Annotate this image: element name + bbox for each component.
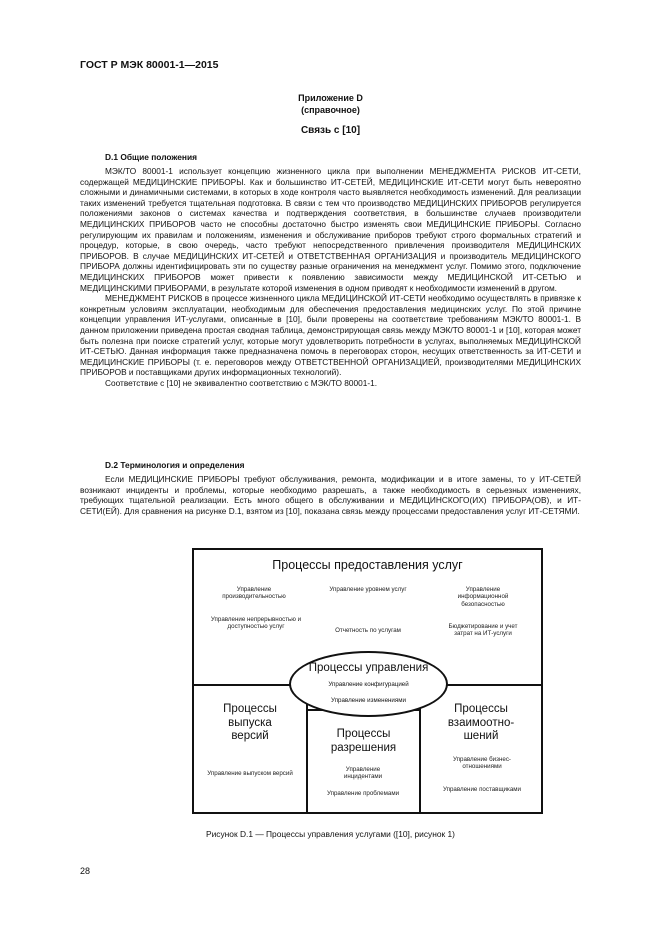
cell-continuity-management: Управление непрерывностью и доступностью услуг	[210, 616, 302, 631]
annex-title: Приложение D	[298, 93, 363, 103]
configuration-management: Управление конфигурацией	[328, 681, 409, 688]
service-management-diagram	[192, 548, 543, 814]
problem-management: Управление проблемами	[326, 790, 400, 797]
relationship-processes-title: Процессы взаимоотно- шений	[447, 703, 515, 742]
cell-service-reporting: Отчетность по услугам	[335, 627, 401, 634]
paragraph: Соответствие с [10] не эквивалентно соответствию с МЭК/ТО 80001-1.	[105, 377, 378, 388]
section-heading-terminology: D.2 Терминология и определения	[105, 460, 245, 470]
change-management: Управление изменениями	[331, 697, 406, 704]
paragraph: Если МЕДИЦИНСКИЕ ПРИБОРЫ требуют обслуживания, ремонта, модификации и в итоге замены, то у ИТ-СЕТЕЙ возникают инциденты и проблемы, которые необходимо разрешать, а также необходимость в серьезных изменениях, требующих тщательной реализации. Есть много общего в обслуживании и МЕДИЦИНСКОГО(ИХ) ПРИБОРА(ОВ), и ИТ-СЕТИ(ЕЙ). Для сравнения на рисунке D.1, взятом из [10], показана связь между процессами предоставления услуг ИТ-СЕТЯМИ.	[80, 474, 581, 516]
supplier-management: Управление поставщиками	[442, 786, 522, 793]
cell-budgeting-accounting: Бюджетирование и учет затрат на ИТ-услуги	[448, 623, 518, 638]
annex-name: Связь с [10]	[300, 125, 361, 136]
annex-subtitle: (справочное)	[301, 105, 360, 115]
incident-management: Управление инцидентами	[343, 766, 383, 781]
figure-caption: Рисунок D.1 — Процессы управления услугами ([10], рисунок 1)	[206, 829, 455, 839]
diagram-title: Процессы предоставления услуг	[272, 558, 463, 572]
business-relationship-management: Управление бизнес-отношениями	[453, 756, 511, 771]
section-heading-general: D.1 Общие положения	[105, 152, 198, 162]
page-number: 28	[80, 866, 91, 876]
paragraph: МЕНЕДЖМЕНТ РИСКОВ в процессе жизненного цикла МЕДИЦИНСКОЙ ИТ-СЕТИ необходимо осуществлять в привязке к конкретным условиям эксплуатации, необходимым для обеспечения предоставления медицинских услуг. По этой причине концепции управления ИТ-услугами, описанные в [10], были проверены на соответствие требованиям МЭК/ТО 80001-1. В данном приложении приведена простая сводная таблица, демонстрирующая связь между МЭК/ТО 80001-1 и [10], которая может быть полезна при поиске стратегий услуг, которые могут удовлетворить потребности в услугах, выполняемых МЕДИЦИНСКОЙ ИТ-СЕТЬЮ. Данная информация также предназначена помочь в переговорах сторон, несущих ответственность за ИТ-СЕТИ и МЕДИЦИНСКИЕ ПРИБОРЫ (т. е. переговоров между ОТВЕТСТВЕННОЙ ОРГАНИЗАЦИЕЙ, производителями МЕДИЦИНСКИХ ПРИБОРОВ и поставщиками других информационных технологий).	[80, 293, 581, 378]
section-body-terminology	[80, 474, 581, 516]
section-body-general	[80, 166, 581, 388]
cell-security-management: Управление информационной безопасностью	[457, 586, 509, 608]
document-number: ГОСТ Р МЭК 80001-1—2015	[80, 59, 219, 71]
resolution-processes-title: Процессы разрешения	[330, 728, 397, 754]
release-management: Управление выпуском версий	[207, 770, 293, 777]
release-processes-title: Процессы выпуска версий	[223, 703, 277, 742]
cell-capacity-management: Управление производительностью	[222, 586, 286, 601]
control-processes-title: Процессы управления	[308, 662, 429, 674]
cell-service-level-management: Управление уровнем услуг	[329, 586, 407, 593]
paragraph: МЭК/ТО 80001-1 использует концепцию жизненного цикла при выполнении МЕНЕДЖМЕНТА РИСКОВ ИТ-СЕТИ, содержащей МЕДИЦИНСКИЕ ПРИБОРЫ. Как и большинство ИТ-СЕТЕЙ, МЕДИЦИНСКИЕ ИТ-СЕТИ могут быть невероятно сложными и динамичными системами, в которых в ходе контроля часто выявляется необходимость изменений. Для реализации таких изменений требуется тщательная подготовка. В связи с тем что производство МЕДИЦИНСКИХ ПРИБОРОВ регулируется положениями законов о системах качества и подтверждения соответствия, в большинстве случаев производители МЕДИЦИНСКИХ ПРИБОРОВ часто не способны достаточно быстро изменять свои МЕДИЦИНСКИЕ ПРИБОРЫ. Согласно регулирующим их правилам и положениям, изменения и обслуживание приборов требуют строго формальных стратегий и процедур, которые, в свою очередь, часто требуют непосредственного привлечения производителя МЕДИЦИНСКИХ ПРИБОРОВ. В случае МЕДИЦИНСКИХ ИТ-СЕТЕЙ и ОТВЕТСТВЕННАЯ ОРГАНИЗАЦИЯ и производитель МЕДИЦИНСКОГО ПРИБОРА должны идентифицировать эти по существу разные ограничения на менеджмент услуг. Помимо этого, подключение МЕДИЦИНСКИХ ПРИБОРОВ может привести к появлению зависимости между МЕДИЦИНСКОЙ ИТ-СЕТЬЮ и МЕДИЦИНСКИМИ ПРИБОРАМИ, в результате которой изменения в одном приводят к необходимости изменений в другом.	[80, 166, 581, 293]
